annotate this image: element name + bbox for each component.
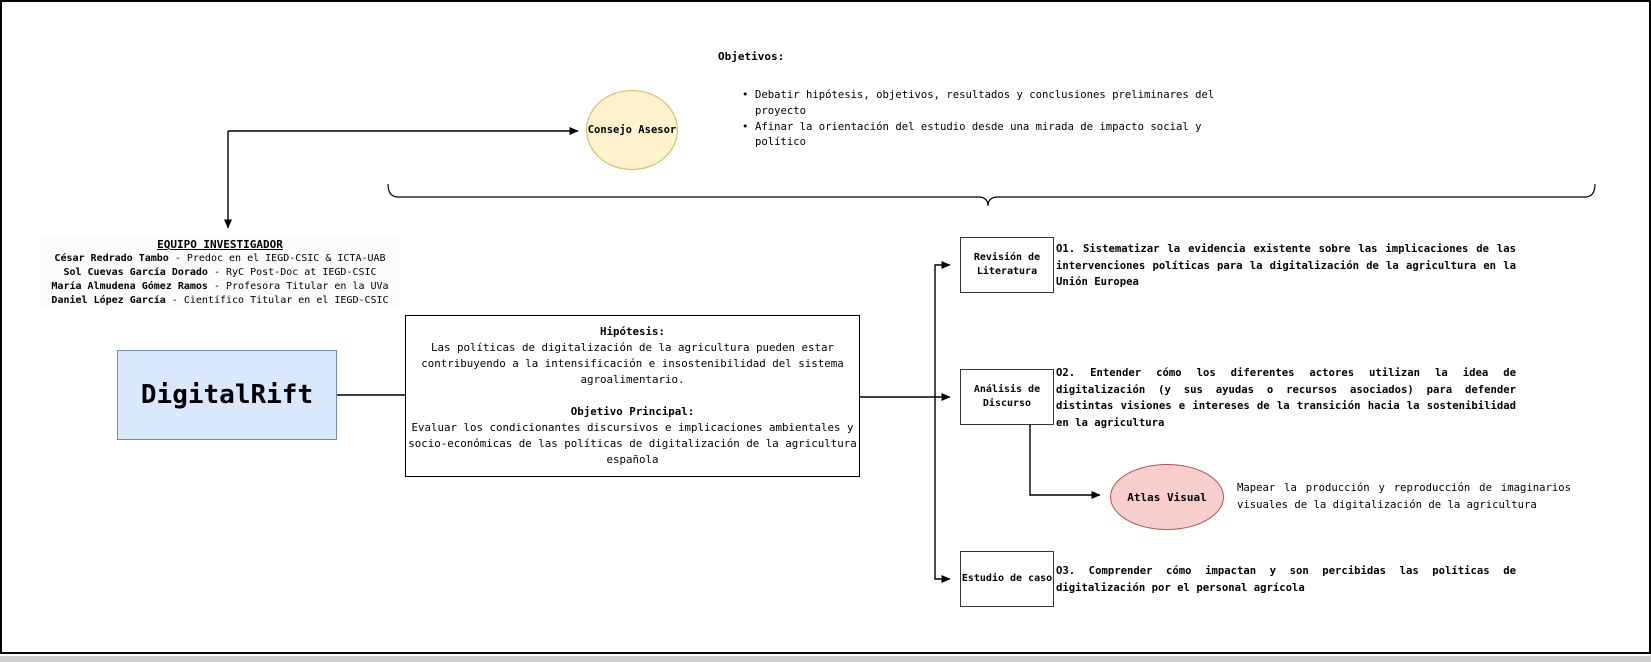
phase-box-literature-review — [960, 237, 1054, 293]
team-member-row — [40, 294, 400, 308]
project-label: DigitalRift — [140, 380, 314, 410]
member-name: César Redrado Tambo — [54, 253, 169, 264]
objective-bullet-item: • Debatir hipótesis, objetivos, resultados y conclusiones preliminares del proyecto — [740, 88, 1220, 120]
hypothesis-text: Las políticas de digitalización de la agricultura pueden estar contribuyendo a la intensificación e insostenibilidad del sistema agroalimentario. — [421, 341, 844, 386]
atlas-visual-label: Atlas Visual — [1127, 490, 1207, 504]
team-member-row — [40, 252, 400, 266]
member-role: - RyC Post-Doc at IEGD-CSIC — [207, 267, 377, 278]
objectives-list — [740, 88, 1220, 151]
hypothesis-objective-box — [405, 315, 860, 477]
atlas-visual-ellipse — [1110, 464, 1224, 530]
advisory-board-ellipse — [586, 90, 678, 170]
main-objective-text: Evaluar los condicionantes discursivos e implicaciones ambientales y socio-económicas de las políticas de digitalización de la agricultura española — [408, 421, 857, 466]
objectives-heading: Objetivos: — [718, 50, 785, 63]
team-title: EQUIPO INVESTIGADOR — [157, 238, 283, 251]
main-objective-title: Objetivo Principal: — [570, 405, 695, 418]
advisory-board-label: Consejo Asesor — [587, 124, 677, 136]
member-role: - Científico Titular en el IEGD-CSIC — [165, 295, 389, 306]
member-name: María Almudena Gómez Ramos — [51, 281, 208, 292]
project-node-digitalrift — [117, 350, 337, 440]
team-member-row — [40, 266, 400, 280]
member-name: Daniel López García — [51, 295, 166, 306]
bottom-edge-strip — [0, 656, 1651, 662]
phase-box-case-study — [960, 551, 1054, 607]
objective-o1-text: O1. Sistematizar la evidencia existente sobre las implicaciones de las intervenciones políticas para la digitalización de la agricultura en la Unión Europea — [1056, 243, 1516, 288]
objective-o3-text: O3. Comprender cómo impactan y son percibidas las políticas de digitalización por el personal agrícola — [1056, 565, 1516, 594]
phase-label: Análisis de Discurso — [973, 384, 1041, 409]
objective-bullet-item: • Afinar la orientación del estudio desde una mirada de impacto social y político — [740, 120, 1220, 152]
member-name: Sol Cuevas García Dorado — [63, 267, 208, 278]
member-role: - Predoc en el IEGD-CSIC & ICTA-UAB — [168, 253, 386, 264]
member-role: - Profesora Titular en la UVa — [207, 281, 389, 292]
team-member-row — [40, 280, 400, 294]
phase-label: Revisión de Literatura — [973, 252, 1041, 277]
objective-o2-text: O2. Entender cómo los diferentes actores utilizan la idea de digitalización (y sus ayudas o recursos asociados) para defender distintas visiones e intereses de la transición hacia la sostenibilidad en la agricultura — [1056, 367, 1516, 429]
research-team-block — [40, 238, 400, 308]
phase-box-discourse-analysis — [960, 369, 1054, 425]
atlas-visual-description: Mapear la producción y reproducción de imaginarios visuales de la digitalización de la agricultura — [1237, 482, 1571, 511]
hypothesis-title: Hipótesis: — [599, 325, 665, 338]
phase-label: Estudio de caso — [961, 573, 1053, 584]
